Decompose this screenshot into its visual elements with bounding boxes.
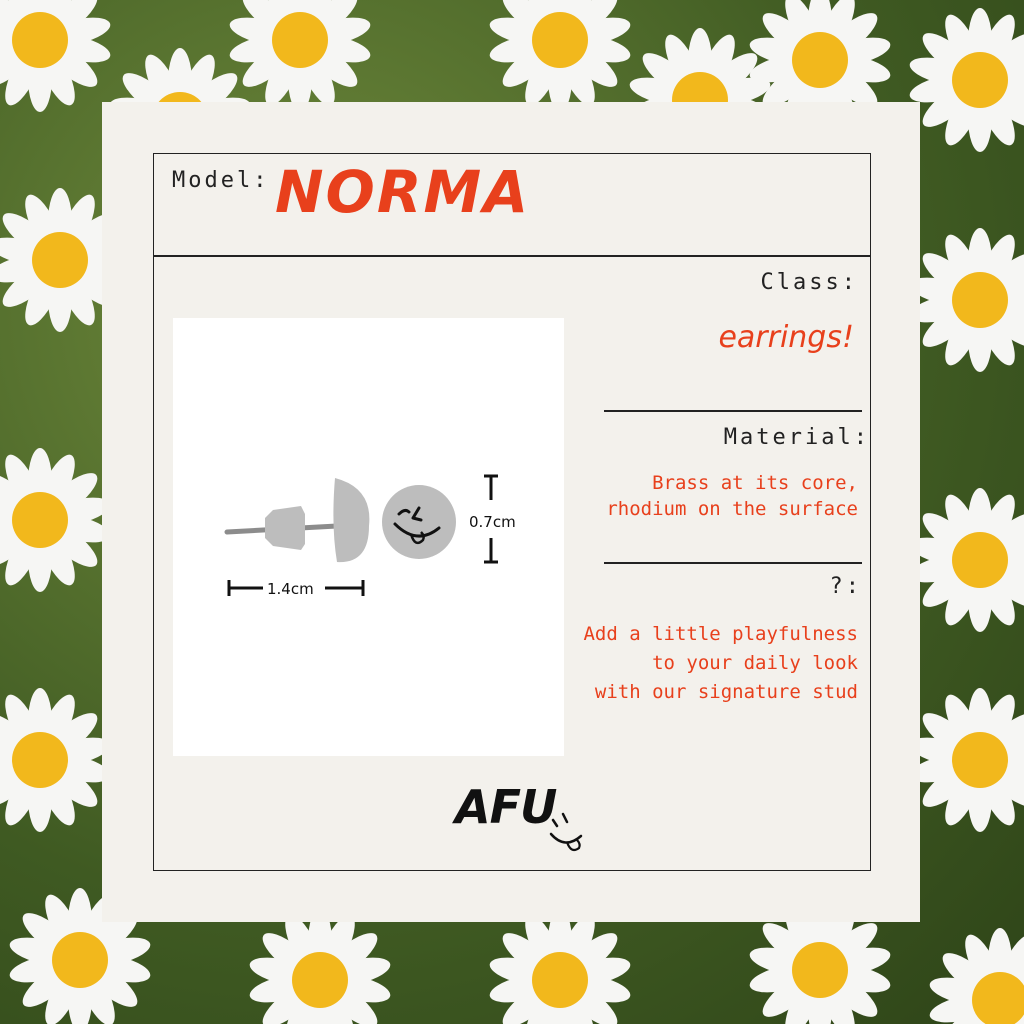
- question-label: ?:: [829, 574, 862, 599]
- earring-front-side: [333, 478, 369, 562]
- material-divider: [604, 562, 862, 564]
- daisy: [0, 448, 113, 592]
- header-divider: [153, 255, 871, 257]
- daisy: [907, 228, 1024, 372]
- daisy: [907, 688, 1024, 832]
- material-line: Brass at its core,: [652, 472, 858, 494]
- tongue-smiley-icon: [545, 810, 605, 860]
- daisy: [907, 488, 1024, 632]
- earring-face: [382, 485, 456, 559]
- product-image: [173, 318, 564, 756]
- earring-diagram: [173, 318, 564, 756]
- daisy: [487, 908, 633, 1024]
- daisy: [907, 8, 1024, 152]
- daisy: [0, 688, 113, 832]
- class-divider: [604, 410, 862, 412]
- class-label: Class:: [760, 270, 858, 295]
- class-value: earrings!: [718, 320, 854, 355]
- daisy: [227, 0, 373, 112]
- description-line: to your daily look: [652, 652, 858, 674]
- daisy: [0, 0, 113, 112]
- daisy: [487, 0, 633, 112]
- height-measure: 0.7cm: [469, 513, 516, 531]
- description-line: with our signature stud: [594, 681, 858, 703]
- description-text: [583, 620, 858, 707]
- daisy: [927, 928, 1024, 1024]
- earring-back: [265, 506, 305, 550]
- width-measure: 1.4cm: [267, 580, 314, 598]
- model-label: Model:: [172, 168, 270, 193]
- material-label: Material:: [723, 425, 870, 450]
- logo-text: AFU: [455, 780, 557, 834]
- afu-logo: [455, 780, 605, 860]
- material-text: [606, 470, 858, 522]
- material-line: rhodium on the surface: [606, 498, 858, 520]
- model-value: NORMA: [275, 158, 531, 226]
- description-line: Add a little playfulness: [583, 623, 858, 645]
- daisy: [247, 908, 393, 1024]
